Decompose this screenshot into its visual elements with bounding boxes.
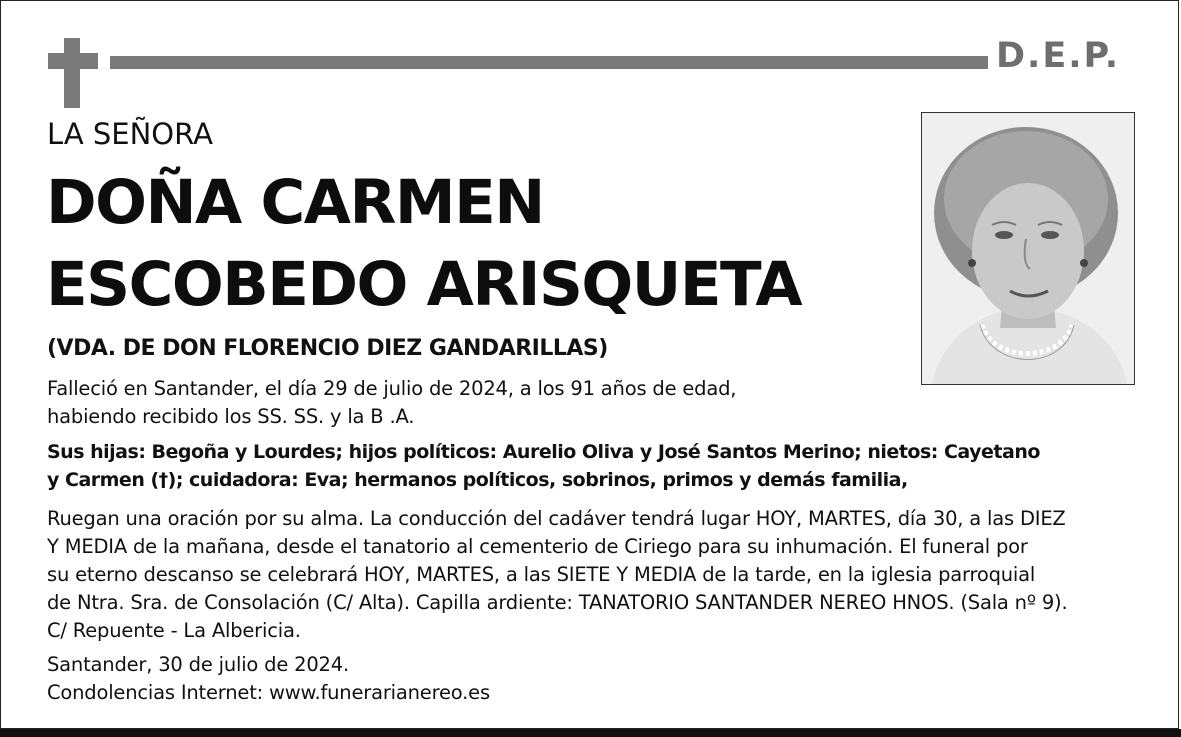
cross-icon-arm	[48, 53, 98, 69]
death-paragraph	[47, 375, 736, 431]
text-line: Sus hijas: Begoña y Lourdes; hijos políticos: Aurelio Oliva y José Santos Merino; nietos: Cayetano	[47, 441, 1040, 463]
portrait-image	[922, 113, 1134, 384]
header-rule	[110, 56, 988, 69]
cross-icon	[64, 38, 80, 108]
text-line: Ruegan una oración por su alma. La conducción del cadáver tendrá lugar HOY, MARTES, día 30, a las DIEZ	[47, 507, 1066, 530]
service-paragraph	[47, 505, 1067, 645]
text-line: y Carmen (†); cuidadora: Eva; hermanos políticos, sobrinos, primos y demás familia,	[47, 469, 908, 491]
text-line: Y MEDIA de la mañana, desde el tanatorio al cementerio de Ciriego para su inhumación. El funeral por	[47, 535, 1028, 558]
closing-paragraph	[47, 651, 490, 707]
text-line: su eterno descanso se celebrará HOY, MARTES, a las SIETE Y MEDIA de la tarde, en la iglesia parroquial	[47, 563, 1036, 586]
text-line: de Ntra. Sra. de Consolación (C/ Alta). Capilla ardiente: TANATORIO SANTANDER NEREO HNOS. (Sala nº 9).	[47, 591, 1068, 614]
portrait-photo	[921, 112, 1135, 385]
text-line: Santander, 30 de julio de 2024.	[47, 653, 349, 676]
family-paragraph	[47, 438, 1040, 494]
text-line: Falleció en Santander, el día 29 de julio de 2024, a los 91 años de edad,	[47, 377, 737, 400]
deceased-name-line-1: DOÑA CARMEN	[46, 167, 544, 238]
text-line: Condolencias Internet: www.funerarianereo.es	[47, 681, 490, 704]
title-prefix: LA SEÑORA	[47, 117, 213, 151]
widow-line: (VDA. DE DON FLORENCIO DIEZ GANDARILLAS)	[47, 336, 608, 361]
bottom-border	[0, 729, 1181, 737]
text-line: habiendo recibido los SS. SS. y la B .A.	[47, 405, 415, 428]
text-line: C/ Repuente - La Albericia.	[47, 619, 301, 642]
deceased-name-line-2: ESCOBEDO ARISQUETA	[46, 249, 802, 320]
dep-label: D.E.P.	[996, 36, 1121, 76]
